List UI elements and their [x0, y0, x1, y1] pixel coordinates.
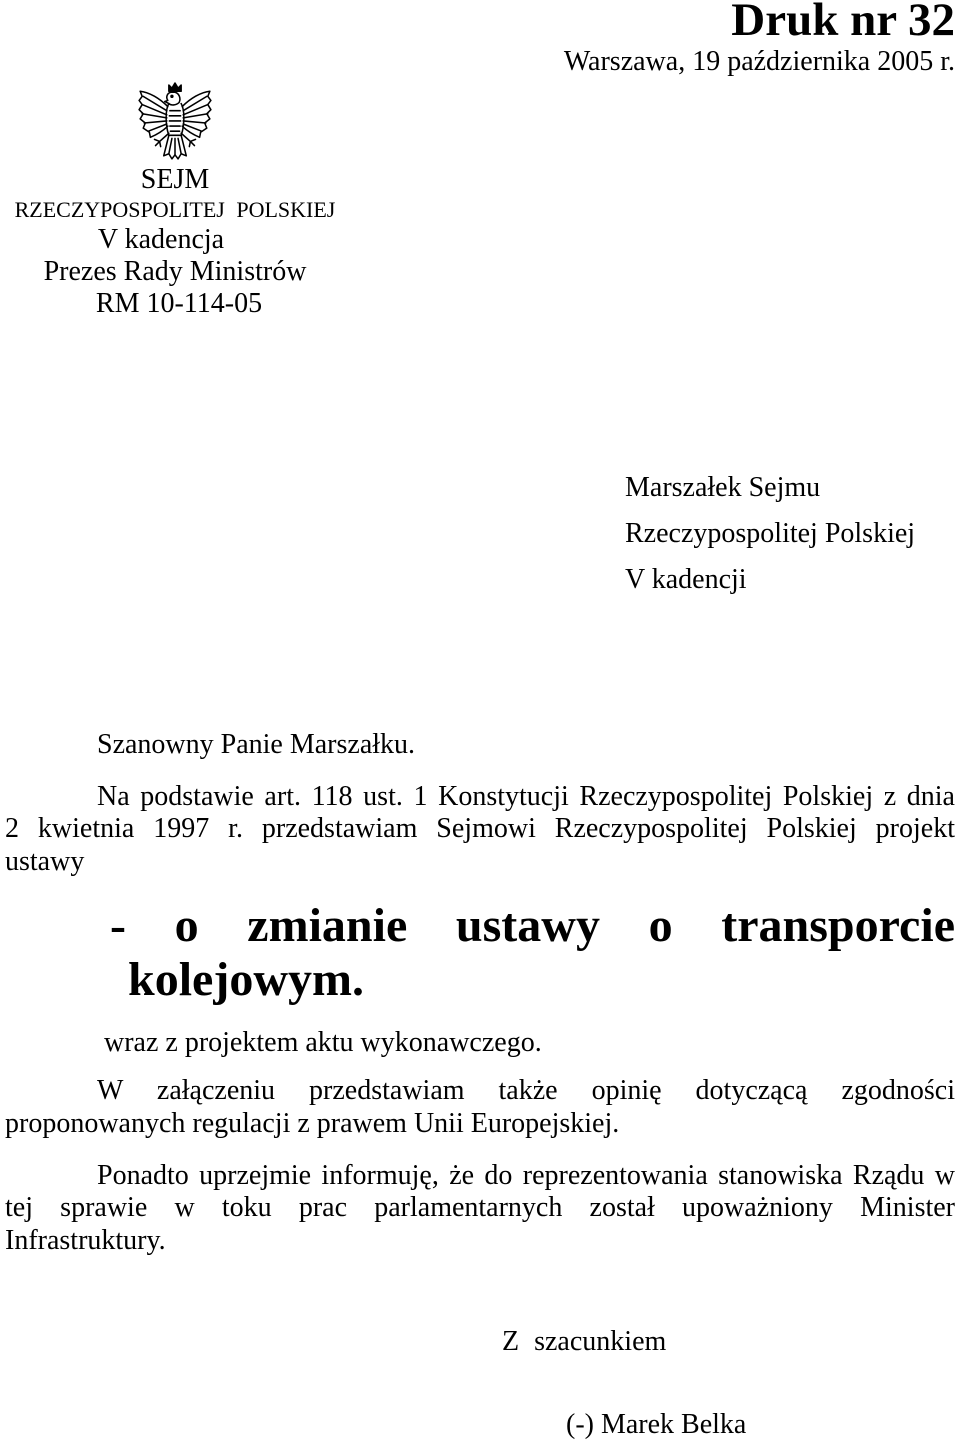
sejm-heading-country: RZECZYPOSPOLITEJ POLSKIEJ: [14, 197, 336, 222]
paragraph-line: proponowanych regulacji z prawem Unii Europejskiej.: [5, 1108, 620, 1139]
recipient-line: Rzeczypospolitej Polskiej: [625, 518, 916, 549]
bill-note: wraz z projektem aktu wykonawczego.: [104, 1027, 542, 1058]
paragraph-line: ustawy: [5, 846, 85, 877]
print-number: Druk nr 32: [731, 0, 955, 46]
signature: (-) Marek Belka: [566, 1409, 747, 1440]
sender-reference: RM 10-114-05: [95, 288, 263, 319]
place-and-date: Warszawa, 19 października 2005 r.: [563, 46, 955, 77]
paragraph-line: Infrastruktury.: [5, 1225, 166, 1256]
closing: Z szacunkiem: [502, 1326, 667, 1357]
recipient-line: Marszałek Sejmu: [625, 472, 821, 503]
salutation: Szanowny Panie Marszałku.: [97, 729, 416, 760]
recipient-line: V kadencji: [625, 564, 747, 595]
paragraph-line: 2 kwietnia 1997 r. przedstawiam Sejmowi Rzeczypospolitej Polskiej projekt: [5, 813, 955, 844]
bill-title-line: - o zmianie ustawy o transporcie: [110, 899, 955, 952]
paragraph-line: Na podstawie art. 118 ust. 1 Konstytucji Rzeczypospolitej Polskiej z dnia: [97, 781, 955, 812]
paragraph-line: Ponadto uprzejmie informuję, że do reprezentowania stanowiska Rządu w: [97, 1160, 955, 1191]
polish-eagle-emblem-icon: [136, 82, 214, 164]
paragraph-line: W załączeniu przedstawiam także opinię dotyczącą zgodności: [97, 1075, 955, 1106]
sejm-heading-term: V kadencja: [97, 224, 225, 255]
paragraph-line: tej sprawie w toku prac parlamentarnych został upoważniony Minister: [5, 1192, 955, 1223]
sejm-heading-title: SEJM: [140, 164, 210, 195]
bill-title-line: kolejowym.: [128, 953, 364, 1006]
sender-title: Prezes Rady Ministrów: [43, 256, 307, 287]
